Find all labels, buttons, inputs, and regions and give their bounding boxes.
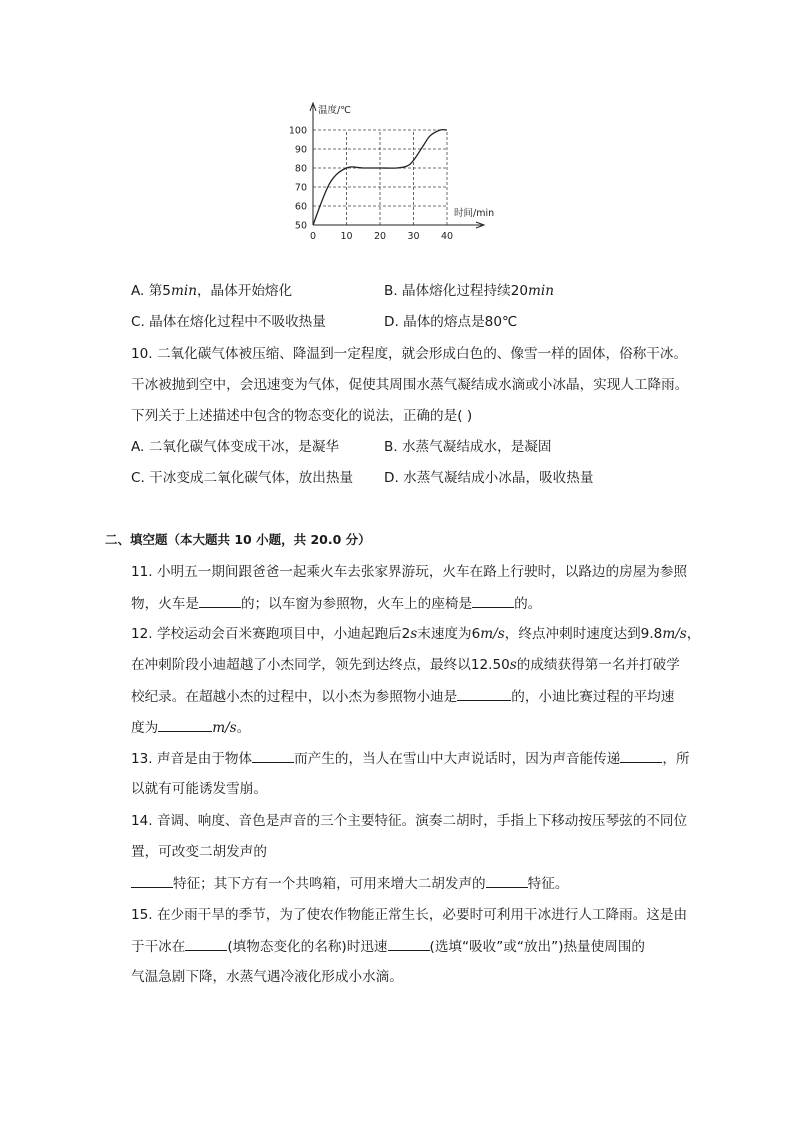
q13-text-a: 13. 声音是由于物体	[131, 751, 253, 767]
q11-text-a: 物，火车是	[131, 596, 199, 612]
y-tick-label-90: 90	[294, 144, 307, 156]
q11-text-b: 的；以车窗为参照物，火车上的座椅是	[240, 596, 473, 612]
q9-option-a-unit: min	[170, 283, 197, 299]
q12-text-3b: 的，小迪比赛过程的平均速	[511, 689, 675, 705]
x-axis-label: 时间/min	[454, 208, 495, 219]
x-tick-label-30: 30	[407, 231, 420, 242]
y-tick-label-70: 70	[294, 182, 307, 194]
q12-unit-s: s	[410, 626, 418, 642]
y-tick-label-80: 80	[294, 163, 307, 175]
chart-svg	[282, 95, 512, 255]
q9-option-b-unit: min	[528, 283, 555, 299]
q10-option-d: D. 水蒸气凝结成小冰晶，吸收热量	[384, 470, 594, 486]
q15-text-a: 于干冰在	[131, 939, 186, 955]
q12-text-1d: ，	[686, 626, 701, 642]
q12-text-3a: 校纪录。在超越小杰的过程中，以小杰为参照物小迪是	[131, 689, 458, 705]
y-tick-label-50: 50	[294, 220, 307, 232]
q15-blank-1[interactable]	[185, 936, 227, 951]
q15-line-2	[131, 936, 645, 957]
q12-text-4b: 。	[236, 720, 251, 736]
q11-line-1: 11. 小明五一期间跟爸爸一起乘火车去张家界游玩，火车在路上行驶时，以路边的房屋为参照	[131, 564, 688, 580]
q12-text-4a: 度为	[131, 720, 159, 736]
temperature-time-chart	[282, 95, 512, 255]
q9-option-d: D. 晶体的熔点是80℃	[384, 314, 518, 330]
q14-line-3	[131, 873, 568, 894]
x-tick-label-10: 10	[340, 231, 353, 242]
q12-text-1a: 12. 学校运动会百米赛跑项目中，小迪起跑后2	[131, 626, 411, 642]
q12-text-2a: 在冲刺阶段小迪超越了小杰同学，领先到达终点，最终以12.50	[131, 657, 510, 673]
q12-text-1b: 末速度为6	[417, 626, 481, 642]
q11-blank-1[interactable]	[199, 593, 241, 608]
x-tick-label-0: 0	[309, 231, 317, 242]
x-tick-label-20: 20	[373, 231, 387, 242]
q12-line-3	[131, 686, 674, 707]
q14-text-a: 特征；其下方有一个共鸣箱，可用来增大二胡发声的	[173, 876, 486, 892]
q15-line-3: 气温急剧下降，水蒸气遇冷液化形成小水滴。	[131, 969, 403, 985]
q10-option-c: C. 干冰变成二氧化碳气体，放出热量	[131, 470, 354, 486]
q9-option-b-text: B. 晶体熔化过程持续20	[384, 283, 529, 299]
q12-line-2	[131, 655, 680, 675]
q12-blank-1[interactable]	[457, 686, 511, 701]
q10-line-2: 干冰被抛到空中，会迅速变为气体，促使其周围水蒸气凝结成水滴或小冰晶，实现人工降雨。	[131, 377, 689, 393]
q15-text-c: (选填“吸收”或“放出”)热量使周围的	[429, 939, 646, 955]
q12-text-1c: ，终点冲刺时速度达到9.8	[504, 626, 663, 642]
q12-unit-ms-2: m/s	[662, 626, 687, 642]
q12-line-4	[131, 717, 250, 738]
q14-blank-1[interactable]	[131, 873, 173, 888]
q9-option-c: C. 晶体在熔化过程中不吸收热量	[131, 314, 326, 330]
q10-option-a: A. 二氧化碳气体变成干冰，是凝华	[131, 439, 340, 455]
q13-blank-1[interactable]	[252, 748, 294, 763]
section-2-title: 二、填空题（本大题共 10 小题，共 20.0 分）	[105, 532, 371, 547]
y-tick-label-60: 60	[294, 201, 307, 213]
q9-option-b	[384, 281, 554, 301]
q10-line-1: 10. 二氧化碳气体被压缩、降温到一定程度，就会形成白色的、像雪一样的固体，俗称干冰。	[131, 346, 688, 362]
q13-text-b: 而产生的，当人在雪山中大声说话时，因为声音能传递	[294, 751, 621, 767]
q14-line-2: 置，可改变二胡发声的	[131, 844, 267, 860]
q13-line-1	[131, 748, 690, 769]
q12-unit-s-2: s	[509, 657, 517, 673]
q10-option-b: B. 水蒸气凝结成水，是凝固	[384, 439, 552, 455]
q13-blank-2[interactable]	[620, 748, 662, 763]
q9-option-a-tail: ，晶体开始熔化	[196, 283, 293, 299]
q13-line-2: 以就有可能诱发雪崩。	[131, 781, 267, 797]
x-tick-label-40: 40	[440, 231, 454, 242]
q10-line-3: 下列关于上述描述中包含的物态变化的说法，正确的是( )	[131, 408, 473, 424]
q14-line-1: 14. 音调、响度、音色是声音的三个主要特征。演奏二胡时，手指上下移动按压琴弦的不同位	[131, 813, 688, 829]
q12-blank-2[interactable]	[158, 717, 212, 732]
q9-option-a-text: A. 第5	[131, 283, 171, 299]
q14-blank-2[interactable]	[486, 873, 528, 888]
q13-text-c: ，所	[662, 751, 690, 767]
q11-blank-2[interactable]	[472, 593, 514, 608]
q11-text-c: 的。	[514, 596, 542, 612]
q15-blank-2[interactable]	[388, 936, 430, 951]
q9-option-a	[131, 281, 292, 301]
q15-text-b: (填物态变化的名称)时迅速	[227, 939, 388, 955]
q12-line-1	[131, 624, 700, 644]
y-axis-label: 温度/℃	[318, 105, 351, 116]
q12-unit-ms-3: m/s	[212, 720, 237, 736]
y-tick-label-100: 100	[288, 125, 307, 137]
q11-line-2	[131, 593, 541, 614]
q15-line-1: 15. 在少雨干旱的季节，为了使农作物能正常生长，必要时可利用干冰进行人工降雨。这是由	[131, 907, 688, 923]
q14-text-b: 特征。	[527, 876, 569, 892]
q12-text-2b: 的成绩获得第一名并打破学	[516, 657, 680, 673]
q12-unit-ms-1: m/s	[480, 626, 505, 642]
